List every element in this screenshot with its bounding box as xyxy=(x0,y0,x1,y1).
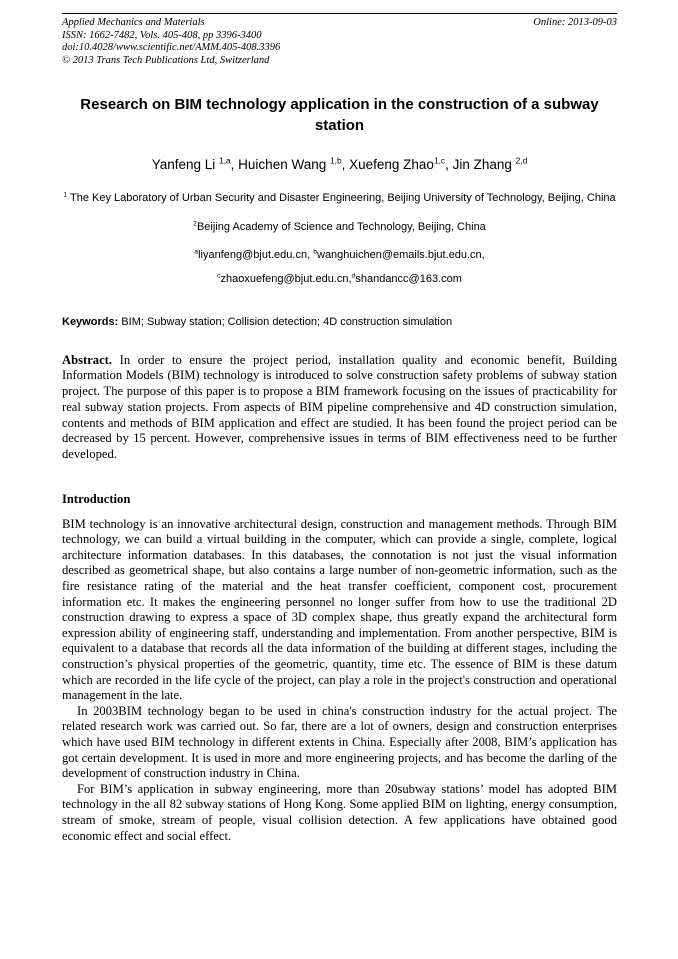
abstract xyxy=(62,353,617,463)
author-sup-1: 1,a xyxy=(219,155,231,166)
email-4-sup: d xyxy=(351,272,356,280)
author-sup-2: 1,b xyxy=(329,155,342,166)
affiliation-2-text: Beijing Academy of Science and Technology, Beijing, China xyxy=(196,220,486,233)
author-name-2: , Huichen Wang xyxy=(230,157,330,173)
email-4-address: shandancc@163.com xyxy=(355,273,462,286)
section-heading-introduction: Introduction xyxy=(62,491,131,506)
online-date: Online: 2013-09-03 xyxy=(533,17,617,28)
journal-doi-line: doi:10.4028/www.scientific.net/AMM.405-408.3396 xyxy=(62,42,281,54)
affiliation-2 xyxy=(62,219,617,237)
journal-info-block xyxy=(62,17,280,67)
author-name-4: , Jin Zhang xyxy=(445,157,516,173)
keywords-line xyxy=(62,316,617,328)
paragraph-3: For BIM’s application in subway engineering, more than 20subway stations’ model has adopted BIM technology in the all 82 subway stations of Hong Kong. Some applied BIM on lighting, energy consumption, stream of smoke, stream of people, visual collision detection. A few applications have obtained good economic effect and social effect. xyxy=(62,781,617,843)
email-2-address: wanghuichen@emails.bjut.edu.cn, xyxy=(317,248,485,261)
author-name-3: , Xuefeng Zhao xyxy=(341,157,434,173)
abstract-text: In order to ensure the project period, installation quality and economic benefit, Building Information Models (BIM) technology is introduced to solve construction safety problems of subway station project. The purpose of this paper is to propose a BIM framework focusing on the issues of practicability for real subway station projects. From aspects of BIM pipeline comprehensive and 4D construction simulation, contents and methods of BIM application and effect are studied. It has been found the project period can be decreased by 15 percent. However, comprehensive issues in terms of BIM effectiveness need to be further developed. xyxy=(62,352,617,461)
author-sup-3: 1,c xyxy=(433,155,446,166)
journal-copyright-line: © 2013 Trans Tech Publications Ltd, Switzerland xyxy=(62,54,270,66)
journal-header xyxy=(62,17,617,67)
author-sup-4: 2,d xyxy=(515,155,528,166)
author-name-1: Yanfeng Li xyxy=(151,157,220,173)
email-3-sup: c xyxy=(217,272,221,280)
paragraph-2: In 2003BIM technology began to be used in china's construction industry for the actual project. The related research work was carried out. So far, there are a lot of owners, design and construction enterprises which have used BIM technology in different extents in China. Especially after 2008, BIM’s application has got certain development. It is used in more and more engineering projects, and has become the darling of the development of construction industry in China. xyxy=(62,703,617,781)
journal-issn-line: ISSN: 1662-7482, Vols. 405-408, pp 3396-3400 xyxy=(62,29,262,41)
abstract-label: Abstract. xyxy=(62,352,113,367)
paragraph-1: BIM technology is an innovative architectural design, construction and management methods. Through BIM technology, we can build a virtual building in the computer, which can provide a single, complete, logical architecture information databases. In this databases, the connotation is not just the visual information described as geometrical shape, but also contains a large number of non-geometric information, such as the fire resistance rating of the material and the heat transfer coefficient, component cost, procurement information etc. It makes the engineering personnel no longer suffer from how to use the traditional 2D construction drawing to express a space of 3D complex shape, thus greatly expand the architectural form expression ability of engineering staff, understanding and implementation. From another perspective, BIM is equivalent to a database that records all the data information of the building at different stages, including the construction’s physical properties of the geometric, quantity, time etc. The essence of BIM is these datum which are recorded in the life cycle of the project, can play a role in the project's construction and operational management in the late. xyxy=(62,516,617,703)
affiliation-1-sup: 1 xyxy=(63,191,68,199)
email-line-2 xyxy=(62,271,617,289)
affiliation-1 xyxy=(62,190,617,208)
email-3-address: zhaoxuefeng@bjut.edu.cn, xyxy=(220,273,352,286)
keywords-text: BIM; Subway station; Collision detection; 4D construction simulation xyxy=(118,315,453,328)
affiliation-1-text: The Key Laboratory of Urban Security and Disaster Engineering, Beijing University of Technology, Beijing, China xyxy=(67,192,616,205)
paper-title: Research on BIM technology application in the construction of a subway station xyxy=(80,96,599,135)
journal-title: Applied Mechanics and Materials xyxy=(62,17,205,28)
email-2-sup: b xyxy=(313,247,317,255)
authors-line xyxy=(62,157,617,172)
email-1-sup: a xyxy=(194,247,199,255)
email-line-1 xyxy=(62,247,617,265)
affiliation-2-sup: 2 xyxy=(193,220,197,228)
keywords-label: Keywords: xyxy=(62,315,119,328)
email-1-address: liyanfeng@bjut.edu.cn, xyxy=(198,248,314,261)
header-rule xyxy=(62,13,617,14)
